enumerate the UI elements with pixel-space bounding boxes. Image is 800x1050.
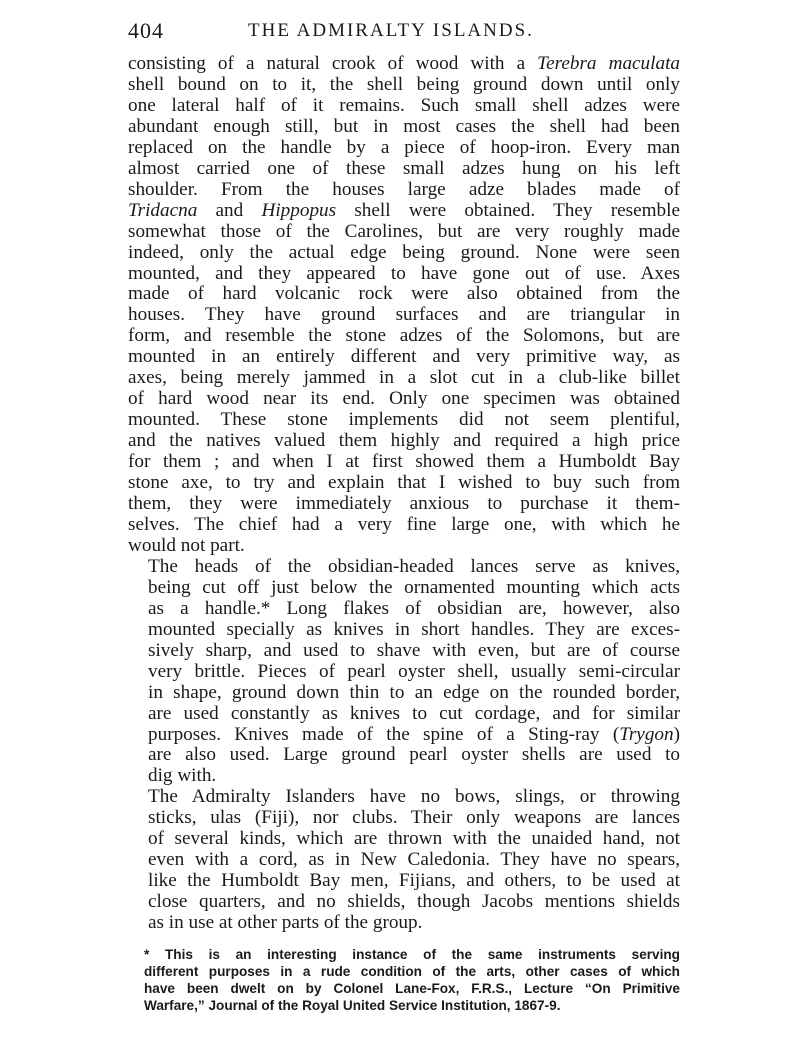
paragraph: [128, 557, 680, 787]
text-line: being cut off just below the ornamented mounting which acts: [148, 576, 680, 598]
text-line: sticks, ulas (Fiji), nor clubs. Their only weapons are lances: [148, 807, 680, 829]
footnote: [128, 946, 680, 1014]
text-line: very brittle. Pieces of pearl oyster shell, usually semi-circular: [148, 660, 680, 682]
text-line: Tridacna and Hippopus shell were obtained. They resemble: [128, 199, 680, 221]
text-line: shoulder. From the houses large adze blades made of: [128, 178, 680, 200]
text-line: The heads of the obsidian-headed lances serve as knives,: [148, 555, 680, 577]
text-line: and the natives valued them highly and required a high price: [128, 430, 680, 452]
text-line: made of hard volcanic rock were also obtained from the: [128, 283, 680, 305]
paragraph: [128, 787, 680, 934]
text-line: as a handle.* Long flakes of obsidian are, however, also: [148, 597, 680, 619]
text-line: in shape, ground down thin to an edge on the rounded border,: [148, 681, 680, 703]
text-line: mounted, and they appeared to have gone out of use. Axes: [128, 262, 680, 284]
text-line: mounted in an entirely different and very primitive way, as: [128, 346, 680, 368]
text-line: one lateral half of it remains. Such small shell adzes were: [128, 94, 680, 116]
text-line: abundant enough still, but in most cases the shell had been: [128, 115, 680, 137]
text-line: replaced on the handle by a piece of hoop-iron. Every man: [128, 136, 680, 158]
text-line: purposes. Knives made of the spine of a Sting-ray (Trygon): [148, 723, 680, 745]
text-line: close quarters, and no shields, though Jacobs mentions shields: [148, 891, 680, 913]
text-line: somewhat those of the Carolines, but are very roughly made: [128, 220, 680, 242]
text-line: would not part.: [128, 534, 245, 556]
text-line: mounted. These stone implements did not seem plentiful,: [128, 409, 680, 431]
text-line: different purposes in a rude condition of the arts, other cases of which: [144, 964, 680, 980]
text-line: consisting of a natural crook of wood with a Terebra maculata: [128, 53, 681, 74]
text-line: axes, being merely jammed in a slot cut in a club-like billet: [128, 367, 680, 389]
text-line: for them ; and when I at first showed them a Humboldt Bay: [128, 451, 680, 473]
text-line: shell bound on to it, the shell being ground down until only: [128, 73, 680, 95]
text-line: Warfare,” Journal of the Royal United Service Institution, 1867-9.: [144, 998, 561, 1014]
text-line: of hard wood near its end. Only one specimen was obtained: [128, 388, 680, 410]
book-page: [128, 18, 680, 1014]
text-line: are used constantly as knives to cut cordage, and for similar: [148, 702, 680, 724]
text-line: them, they were immediately anxious to purchase it them-: [128, 493, 680, 515]
text-line: sively sharp, and used to shave with even, but are of course: [148, 639, 680, 661]
text-line: as in use at other parts of the group.: [148, 912, 423, 934]
text-line: almost carried one of these small adzes hung on his left: [128, 157, 680, 179]
text-line: dig with.: [148, 765, 217, 787]
text-line: indeed, only the actual edge being ground. None were seen: [128, 241, 680, 263]
running-title: THE ADMIRALTY ISLANDS.: [248, 20, 534, 41]
text-line: have been dwelt on by Colonel Lane-Fox, F.R.S., Lecture “On Primitive: [144, 981, 680, 997]
text-line: stone axe, to try and explain that I wished to buy such from: [128, 472, 680, 494]
text-line: mounted specially as knives in short handles. They are exces-: [148, 618, 680, 640]
body-text: [128, 54, 680, 934]
text-line: of several kinds, which are thrown with the unaided hand, not: [148, 828, 680, 850]
page-number: 404: [128, 18, 164, 43]
text-line: houses. They have ground surfaces and are triangular in: [128, 304, 680, 326]
text-line: * This is an interesting instance of the same instruments serving: [144, 947, 680, 963]
text-line: even with a cord, as in New Caledonia. They have no spears,: [148, 849, 680, 871]
text-line: The Admiralty Islanders have no bows, slings, or throwing: [148, 786, 680, 808]
text-line: form, and resemble the stone adzes of the Solomons, but are: [128, 325, 680, 347]
page-header: [128, 18, 680, 54]
text-line: are also used. Large ground pearl oyster shells are used to: [148, 744, 680, 766]
text-line: like the Humboldt Bay men, Fijians, and others, to be used at: [148, 870, 680, 892]
text-line: selves. The chief had a very fine large one, with which he: [128, 513, 680, 535]
paragraph: [128, 54, 680, 557]
